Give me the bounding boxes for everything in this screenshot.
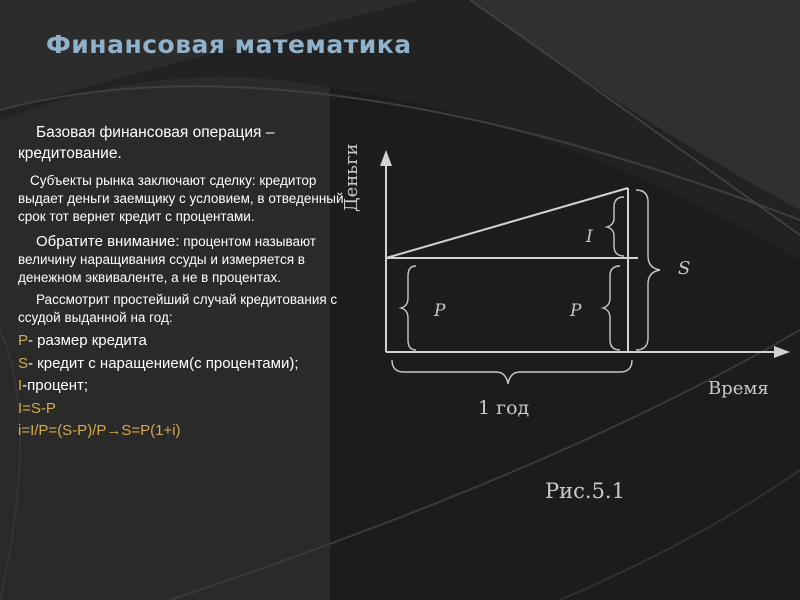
formula-text: I=S-P xyxy=(18,399,56,417)
brace-p-left-icon xyxy=(401,266,416,350)
slide-body xyxy=(18,122,363,443)
definition-symbol: I xyxy=(18,377,23,394)
label-principal-left: P xyxy=(434,301,446,321)
label-interest: I xyxy=(586,227,593,247)
slide-title: Финансовая математика xyxy=(46,30,412,59)
figure-caption: Рис.5.1 xyxy=(545,479,625,503)
paragraph-subjects: Субъекты рынка заключают сделку: кредитор выдает деньги заемщику с условием, в отведенный срок тот вернет кредит с процентами. xyxy=(18,173,344,224)
definition-p xyxy=(18,330,363,353)
brace-year-icon xyxy=(392,360,632,384)
paragraph-intro: Базовая финансовая операция – кредитование. xyxy=(18,124,275,162)
loan-diagram xyxy=(330,125,800,535)
x-axis-label: Время xyxy=(708,378,769,399)
brace-s-icon xyxy=(636,190,660,350)
formula-rate xyxy=(18,420,363,443)
paragraph-attention xyxy=(18,233,363,287)
brace-i-icon xyxy=(607,197,624,256)
definition-text: -процент; xyxy=(22,377,89,394)
paragraph-case: Рассмотрит простейший случай кредитования с ссудой выданной на год: xyxy=(18,292,338,325)
y-axis-label: Деньги xyxy=(341,143,362,212)
definition-symbol: S xyxy=(18,354,29,372)
formula-text: i=I/P=(S-P)/P→S=P(1+i) xyxy=(18,422,181,439)
label-accrued-sum: S xyxy=(678,258,691,279)
y-axis-arrow-icon xyxy=(380,150,392,166)
definitions-list xyxy=(18,330,363,443)
label-period: 1 год xyxy=(478,397,530,419)
definition-text: - размер кредита xyxy=(28,332,147,349)
definition-text: - кредит с наращением(с процентами); xyxy=(28,354,299,372)
attention-rest: процентом называют величину наращивания ссуды и измеряется в денежном эквиваленте, а не в процентах. xyxy=(18,234,316,285)
definition-s xyxy=(18,353,363,376)
definition-symbol: P xyxy=(18,332,29,349)
attention-lead: Обратите внимание: xyxy=(36,233,180,250)
x-axis-arrow-icon xyxy=(774,346,790,358)
accrual-line xyxy=(386,188,628,258)
brace-p-right-icon xyxy=(603,266,620,350)
definition-i xyxy=(18,375,363,398)
label-principal-right: P xyxy=(570,301,582,321)
formula-interest xyxy=(18,398,363,421)
